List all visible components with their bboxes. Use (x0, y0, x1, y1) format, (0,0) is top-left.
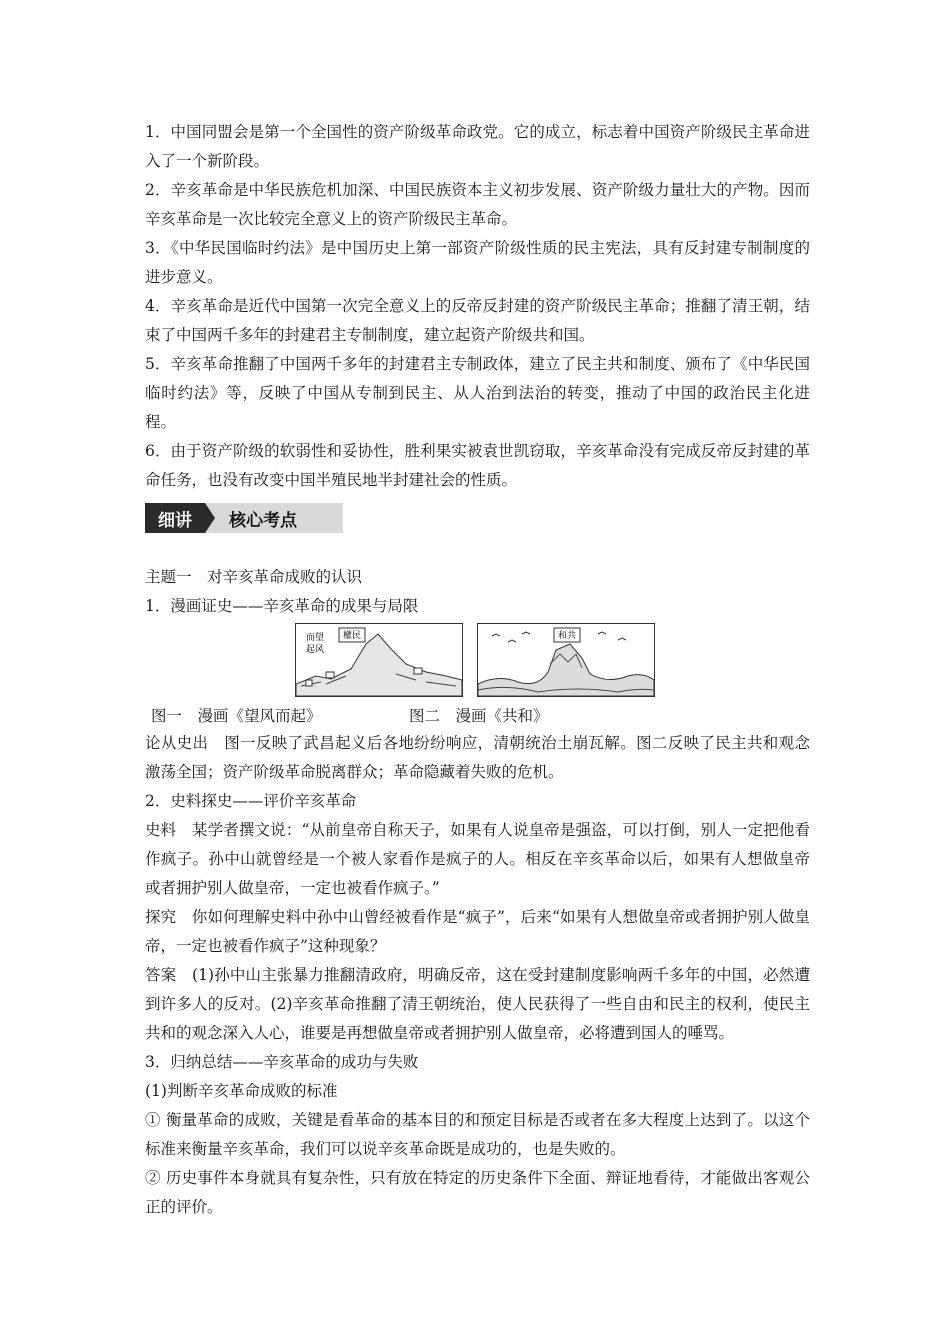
cartoon-2-sign: 和共 (558, 631, 577, 641)
document-page (145, 118, 810, 1222)
banner-left-label: 细讲 (145, 503, 205, 533)
cartoon-figure-2 (477, 623, 655, 697)
section-3-heading: 3．归纳总结——辛亥革命的成功与失败 (145, 1053, 419, 1071)
criterion-2: ② 历史事件本身就具有复杂性，只有放在特定的历史条件下全面、辩证地看待，才能做出客观公正的评价。 (145, 1169, 810, 1216)
cartoon-1-text-1: 而望 (306, 633, 325, 643)
section-2-heading: 2．史料探史——评价辛亥革命 (145, 792, 357, 810)
theme-heading: 主题一 对辛亥革命成败的认识 (145, 568, 363, 586)
subsection-1-heading: (1)判断辛亥革命成败的标准 (145, 1082, 338, 1100)
figure-captions (145, 703, 810, 729)
inquiry-question: 探究 你如何理解史料中孙中山曾经被看作是“疯子”，后来“如果有人想做皇帝或者拥护别人做皇帝，一定也被看作疯子”这种现象？ (145, 908, 810, 955)
cartoon-1-text-2: 起风 (306, 645, 325, 655)
source-material: 史料 某学者撰文说：“从前皇帝自称天子，如果有人说皇帝是强盗，可以打倒，别人一定把他看作疯子。孙中山就曾经是一个被人家看作是疯子的人。相反在辛亥革命以后，如果有人想做皇帝或者拥护别人做皇帝，一定也被看作疯子。” (145, 821, 810, 897)
cartoon-1-drawing (296, 624, 462, 696)
summary-point-6: 6．由于资产阶级的软弱性和妥协性，胜利果实被袁世凯窃取，辛亥革命没有完成反帝反封建的革命任务，也没有改变中国半殖民地半封建社会的性质。 (145, 442, 810, 489)
analysis-paragraph: 论从史出 图一反映了武昌起义后各地纷纷响应，清朝统治土崩瓦解。图二反映了民主共和观念激荡全国；资产阶级革命脱离群众；革命隐藏着失败的危机。 (145, 734, 810, 781)
summary-point-2: 2．辛亥革命是中华民族危机加深、中国民族资本主义初步发展、资产阶级力量壮大的产物。因而辛亥革命是一次比较完全意义上的资产阶级民主革命。 (145, 181, 810, 228)
summary-point-1: 1．中国同盟会是第一个全国性的资产阶级革命政党。它的成立，标志着中国资产阶级民主革命进入了一个新阶段。 (145, 123, 810, 170)
section-1-heading: 1．漫画证史——辛亥革命的成果与局限 (145, 597, 419, 615)
cartoon-2-drawing (478, 624, 654, 696)
figure-2-caption: 图二 漫画《共和》 (409, 707, 549, 725)
figure-1-caption: 图一 漫画《望风而起》 (151, 707, 322, 725)
answer-paragraph: 答案 (1)孙中山主张暴力推翻清政府，明确反帝，这在受封建制度影响两千多年的中国，必然遭到许多人的反对。(2)辛亥革命推翻了清王朝统治，使人民获得了一些自由和民主的权利，使民主共和的观念深入人心，谁要是再想做皇帝或者拥护别人做皇帝，必将遭到国人的唾骂。 (145, 966, 810, 1042)
cartoon-figures (145, 623, 810, 703)
criterion-1: ① 衡量革命的成败，关键是看革命的基本目的和预定目标是否或者在多大程度上达到了。以这个标准来衡量辛亥革命，我们可以说辛亥革命既是成功的，也是失败的。 (145, 1111, 810, 1158)
cartoon-1-sign: 權民 (343, 631, 362, 641)
banner-right-label: 核心考点 (229, 510, 297, 531)
summary-point-4: 4．辛亥革命是近代中国第一次完全意义上的反帝反封建的资产阶级民主革命；推翻了清王朝，结束了中国两千多年的封建君主专制制度，建立起资产阶级共和国。 (145, 297, 810, 344)
section-banner (145, 503, 343, 533)
summary-point-3: 3．《中华民国临时约法》是中国历史上第一部资产阶级性质的民主宪法，具有反封建专制制度的进步意义。 (145, 239, 810, 286)
banner-arrow-icon (205, 503, 215, 533)
cartoon-figure-1 (295, 623, 463, 697)
summary-point-5: 5．辛亥革命推翻了中国两千多年的封建君主专制政体，建立了民主共和制度、颁布了《中华民国临时约法》等，反映了中国从专制到民主、从人治到法治的转变，推动了中国的政治民主化进程。 (145, 355, 810, 431)
